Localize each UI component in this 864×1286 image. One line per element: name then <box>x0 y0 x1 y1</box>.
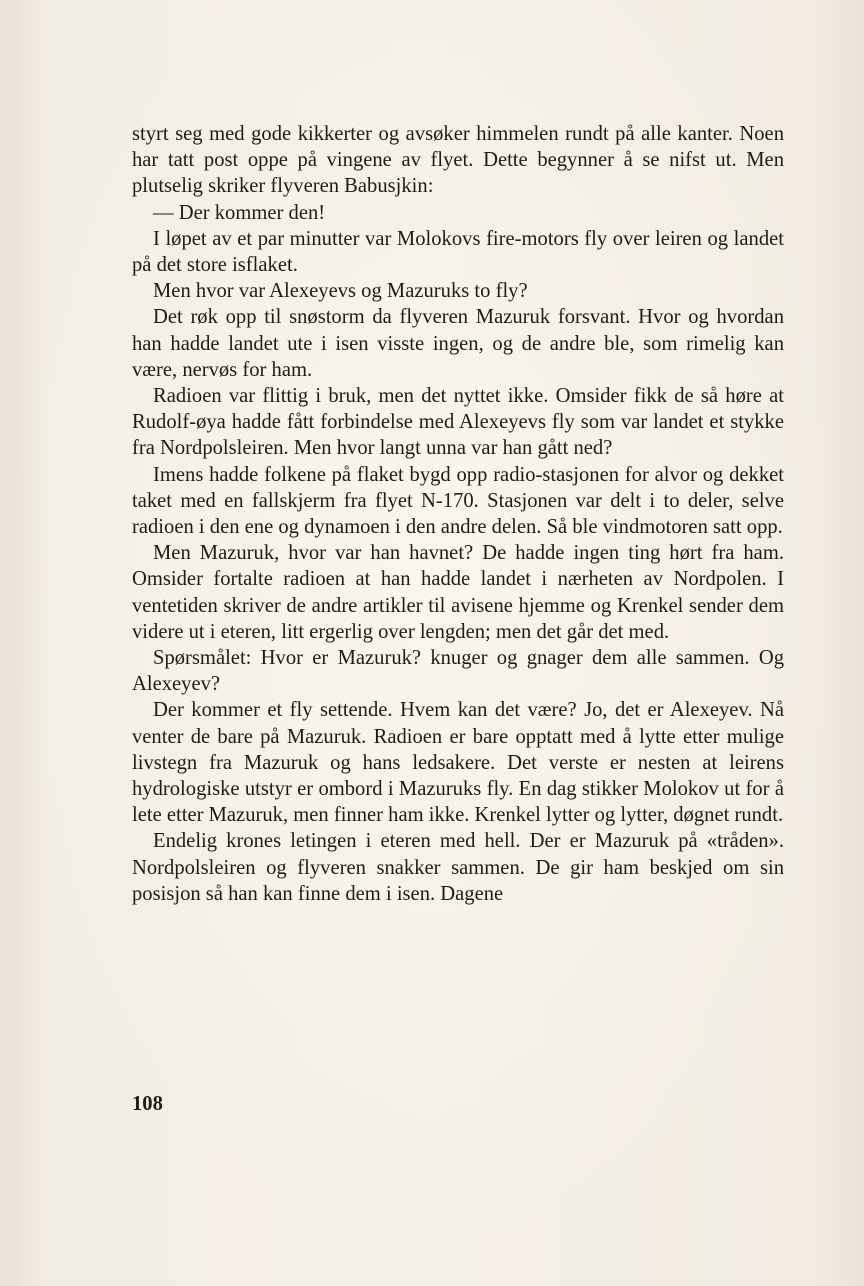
paragraph: Imens hadde folkene på flaket bygd opp radio-stasjonen for alvor og dekket taket med en fallskjerm fra flyet N-170. Stasjonen var delt i to deler, selve radioen i den ene og dynamoen i den andre delen. Så ble vindmotoren satt opp. <box>132 463 784 539</box>
paragraph: — Der kommer den! <box>153 201 326 224</box>
paragraph: Det røk opp til snøstorm da flyveren Mazuruk forsvant. Hvor og hvordan han hadde landet ute i isen visste ingen, og de andre ble, som rimelig kan være, nervøs for ham. <box>132 306 784 381</box>
paragraph: Spørsmålet: Hvor er Mazuruk? knuger og gnager dem alle sammen. Og Alexeyev? <box>132 647 784 696</box>
paragraph: Men Mazuruk, hvor var han havnet? De hadde ingen ting hørt fra ham. Omsider fortalte radioen at han hadde landet i nærheten av Nordpolen. I ventetiden skriver de andre artikler til avisene hjemme og Krenkel sender dem videre ut i eteren, litt ergerlig over lengden; men det går det med. <box>132 542 784 643</box>
paragraph: Men hvor var Alexeyevs og Mazuruks to fly? <box>153 280 528 303</box>
paragraph: Endelig krones letingen i eteren med hell. Der er Mazuruk på «tråden». Nordpolsleiren og flyveren snakker sammen. De gir ham beskjed om sin posisjon så han kan finne dem i isen. Dagene <box>132 830 784 905</box>
paragraph: Radioen var flittig i bruk, men det nyttet ikke. Omsider fikk de så høre at Rudolf-øya hadde fått forbindelse med Alexeyevs fly som var landet et stykke fra Nordpolsleiren. Men hvor langt unna var han gått ned? <box>132 385 784 460</box>
paragraph: I løpet av et par minutter var Molokovs fire-motors fly over leiren og landet på det store isflaket. <box>132 227 784 277</box>
paragraph: Der kommer et fly settende. Hvem kan det være? Jo, det er Alexeyev. Nå venter de bare på Mazuruk. Radioen er bare opptatt med å lytte etter mulige livstegn fra Mazuruk og hans ledsakere. Det verste er nesten at leirens hydrologiske utstyr er ombord i Mazuruks fly. En dag stikker Molokov ut for å lete etter Mazuruk, men finner ham ikke. Krenkel lytter og lytter, døgnet rundt. <box>132 699 784 827</box>
page-number: 108 <box>132 1093 163 1115</box>
paragraph: styrt seg med gode kikkerter og avsøker himmelen rundt på alle kanter. Noen har tatt post oppe på vingene av flyet. Dette begynner å se nifst ut. Men plutselig skriker flyveren Babusjkin: <box>132 123 784 198</box>
body-text <box>132 121 784 907</box>
